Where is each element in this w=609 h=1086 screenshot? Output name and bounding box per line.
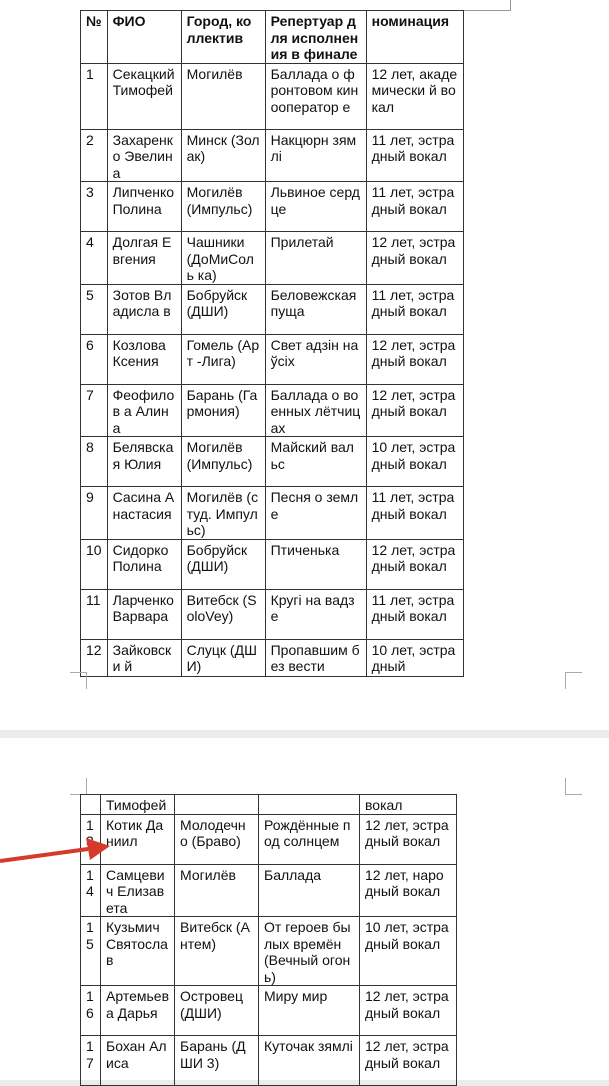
nomination: 11 лет, эстрадный вокал [366,182,463,232]
city-collective: Слуцк (ДШИ) [181,639,265,676]
table-row [81,63,464,129]
row-number: 14 [81,864,101,917]
participants-table-part-1 [80,10,464,677]
city-collective: Молодечно (Браво) [175,814,259,864]
participant-name: Липченко Полина [107,182,181,232]
nomination: 12 лет, эстрадный вокал [360,1036,457,1086]
row-number: 1 [81,63,108,129]
table-row [81,589,464,639]
city-collective: Витебск (SoloVey) [181,589,265,639]
table-row [81,232,464,285]
participant-name: Зотов Владисла в [107,284,181,334]
participant-name: Секацкий Тимофей [107,63,181,129]
page-corner-mark [70,672,87,689]
city-collective: Могилёв [175,864,259,917]
nomination: 12 лет, эстрадный вокал [366,232,463,285]
table-row [81,284,464,334]
city-collective [175,795,259,815]
participant-name: Кузьмич Святослав [101,917,175,986]
header-city: Город, коллектив [181,11,265,64]
participant-name: Сасина Анастасия [107,487,181,540]
repertoire: Миру мир [259,986,360,1036]
participant-name: Белявская Юлия [107,437,181,487]
header-name: ФИО [107,11,181,64]
row-number: 2 [81,129,108,182]
red-arrow-annotation [0,834,115,874]
table-row [81,182,464,232]
repertoire: Накцюрн зямлі [265,129,366,182]
arrow-head [86,838,110,860]
repertoire: Баллада о военных лётчицах [265,384,366,437]
city-collective: Могилёв (Импульс) [181,437,265,487]
document-page-2 [0,738,609,1080]
header-nomination: номинация [366,11,463,64]
participant-name: Зайковски й [107,639,181,676]
repertoire: Львиное сердце [265,182,366,232]
table-row [81,384,464,437]
page-corner-mark [565,778,582,795]
city-collective: Могилёв (Импульс) [181,182,265,232]
row-number: 17 [81,1036,101,1086]
participant-name: Захаренко Эвелина [107,129,181,182]
row-number: 11 [81,589,108,639]
row-number: 1 [81,814,101,864]
table-row [81,864,457,917]
nomination: вокал [360,795,457,815]
repertoire: Песня о земле [265,487,366,540]
table-header-row [81,11,464,64]
city-collective: Могилёв (студ. Импульс) [181,487,265,540]
table-row [81,334,464,384]
table-row [81,437,464,487]
repertoire: Птиченька [265,539,366,589]
repertoire: От героев былых времён (Вечный огонь) [259,917,360,986]
row-number: 8 [81,437,108,487]
participant-name: Феофилов а Алина [107,384,181,437]
participant-name: Козлова Ксения [107,334,181,384]
nomination: 11 лет, эстрадный вокал [366,589,463,639]
participant-name: Бохан Алиса [101,1036,175,1086]
city-collective: Барань (Гармония) [181,384,265,437]
repertoire: Прилетай [265,232,366,285]
participant-name: Ларченко Варвара [107,589,181,639]
city-collective: Бобруйск (ДШИ) [181,284,265,334]
participant-name: Долгая Евгения [107,232,181,285]
row-number: 16 [81,986,101,1036]
row-number: 3 [81,182,108,232]
nomination: 11 лет, эстрадный вокал [366,284,463,334]
repertoire: Пропавшим без вести [265,639,366,676]
header-number: № [81,11,108,64]
row-number: 9 [81,487,108,540]
row-number [81,795,101,815]
repertoire: Рождённые под солнцем [259,814,360,864]
city-collective: Чашники (ДоМиСоль ка) [181,232,265,285]
table-row [81,487,464,540]
page-corner-mark [70,778,87,795]
nomination: 12 лет, эстрадный вокал [360,814,457,864]
participants-table-part-2 [80,794,457,1086]
city-collective: Гомель (Арт -Лига) [181,334,265,384]
table-row [81,917,457,986]
row-number: 10 [81,539,108,589]
row-number: 12 [81,639,108,676]
participant-name: Артемьев а Дарья [101,986,175,1036]
nomination: 12 лет, эстрадный вокал [360,986,457,1036]
row-number: 4 [81,232,108,285]
participant-name: Сидорко Полина [107,539,181,589]
city-collective: Барань (ДШИ 3) [175,1036,259,1086]
table-row [81,639,464,676]
table-row [81,1036,457,1086]
nomination: 11 лет, эстрадный вокал [366,129,463,182]
city-collective: Могилёв [181,63,265,129]
nomination: 12 лет, эстрадный вокал [366,384,463,437]
table-row [81,986,457,1036]
row-number: 6 [81,334,108,384]
repertoire: Свет адзін на ўсіх [265,334,366,384]
city-collective: Минск (Золак) [181,129,265,182]
repertoire: Майский вальс [265,437,366,487]
nomination: 12 лет, эстрадный вокал [366,334,463,384]
row-number: 15 [81,917,101,986]
repertoire: Куточак зямлі [259,1036,360,1086]
repertoire: Баллада о фронтовом кинооператор е [265,63,366,129]
table-row [81,814,457,864]
repertoire [259,795,360,815]
repertoire: Кругі на вадзе [265,589,366,639]
row-number: 5 [81,284,108,334]
arrow-shaft [0,849,88,861]
row-number: 7 [81,384,108,437]
city-collective: Витебск (Антем) [175,917,259,986]
nomination: 12 лет, академически й вокал [366,63,463,129]
nomination: 12 лет, эстрадный вокал [366,539,463,589]
nomination: 12 лет, народный вокал [360,864,457,917]
participant-name: Котик Даниил [101,814,175,864]
nomination: 11 лет, эстрадный вокал [366,487,463,540]
header-repertoire: Репертуар для исполнения в финале [265,11,366,64]
nomination: 10 лет, эстрадный [366,639,463,676]
participant-name: Самцевич Елизавета [101,864,175,917]
nomination: 10 лет, эстрадный вокал [366,437,463,487]
table-row [81,539,464,589]
participant-name: Тимофей [101,795,175,815]
table-row [81,129,464,182]
city-collective: Островец (ДШИ) [175,986,259,1036]
repertoire: Баллада [259,864,360,917]
table-row-continuation [81,795,457,815]
city-collective: Бобруйск (ДШИ) [181,539,265,589]
page-corner-mark [565,672,582,689]
repertoire: Беловежская пуща [265,284,366,334]
nomination: 10 лет, эстрадный вокал [360,917,457,986]
